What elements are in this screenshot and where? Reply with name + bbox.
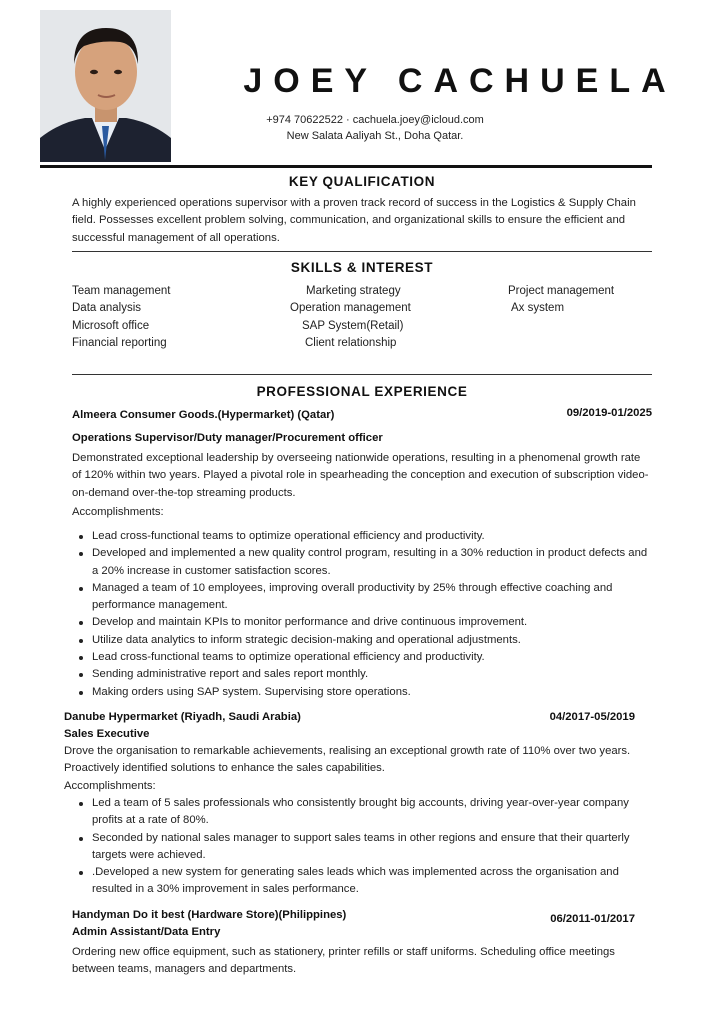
list-item: Lead cross-functional teams to optimize operational efficiency and productivity. xyxy=(72,528,656,545)
skill-item: Microsoft office xyxy=(72,319,150,332)
job-title: Operations Supervisor/Duty manager/Procurement officer xyxy=(72,432,383,444)
section-divider xyxy=(72,251,652,252)
list-item: Sending administrative report and sales report monthly. xyxy=(72,666,656,683)
list-item: Led a team of 5 sales professionals who consistently brought big accounts, driving year-over-year company profits at a rate of 80%. xyxy=(72,795,652,830)
candidate-name: JOEY CACHUELA xyxy=(243,62,677,100)
experience-heading: PROFESSIONAL EXPERIENCE xyxy=(256,384,468,399)
job-dates: 06/2011-01/2017 xyxy=(550,913,635,925)
skill-item: Data analysis xyxy=(72,302,142,315)
skill-item: SAP System(Retail) xyxy=(302,319,404,332)
skill-item: Client relationship xyxy=(305,336,397,349)
accomplishments-list xyxy=(72,795,652,899)
list-item: .Developed a new system for generating sales leads which was implemented across the organisation and resulted in a 30% improvement in sales performance. xyxy=(72,864,652,899)
key-qualification-heading: KEY QUALIFICATION xyxy=(288,174,436,189)
job-title: Admin Assistant/Data Entry xyxy=(72,926,221,938)
skill-item: Ax system xyxy=(511,302,565,315)
skill-item: Financial reporting xyxy=(72,336,167,349)
list-item: Making orders using SAP system. Supervising store operations. xyxy=(72,684,656,701)
accomplishments-label: Accomplishments: xyxy=(72,506,164,518)
job-company: Danube Hypermarket (Riyadh, Saudi Arabia) xyxy=(64,711,301,723)
list-item: Develop and maintain KPIs to monitor performance and drive continuous improvement. xyxy=(72,614,656,631)
job-dates: 04/2017-05/2019 xyxy=(549,711,635,723)
job-description: Demonstrated exceptional leadership by overseeing nationwide operations, resulting in a phenomenal growth rate of 120% within two years. Played a pivotal role in spearheading the conception and execution of subscription video-on-demand over-the-top streaming products. xyxy=(72,452,649,499)
header-divider xyxy=(40,165,652,168)
list-item: Lead cross-functional teams to optimize operational efficiency and productivity. xyxy=(72,649,656,666)
accomplishments-label: Accomplishments: xyxy=(64,780,156,792)
skills-grid xyxy=(72,283,652,352)
profile-photo xyxy=(40,10,171,162)
job-dates: 09/2019-01/2025 xyxy=(566,407,652,419)
skill-item: Operation management xyxy=(290,302,411,315)
job-title: Sales Executive xyxy=(64,728,150,740)
list-item: Managed a team of 10 employees, improving overall productivity by 25% through effective coaching and performance management. xyxy=(72,580,656,615)
contact-line: +974 70622522 · cachuela.joey@icloud.com xyxy=(266,114,484,126)
skill-item: Marketing strategy xyxy=(306,285,401,297)
skill-item: Team management xyxy=(72,285,171,297)
skill-item: Project management xyxy=(508,285,615,297)
accomplishments-list xyxy=(72,528,656,701)
job-description: Ordering new office equipment, such as stationery, printer refills or staff uniforms. Scheduling office meetings between teams, managers and departments. xyxy=(72,946,615,976)
section-divider xyxy=(72,374,652,375)
job-company: Handyman Do it best (Hardware Store)(Philippines) xyxy=(72,909,347,921)
skills-heading: SKILLS & INTEREST xyxy=(290,260,434,275)
key-qualification-text: A highly experienced operations supervisor with a proven track record of success in the Logistics & Supply Chain field. Possesses excellent problem solving, communication, and organizational skills to ensure the efficient and successful management of all operations. xyxy=(72,197,636,244)
address-line: New Salata Aaliyah St., Doha Qatar. xyxy=(286,130,464,142)
list-item: Developed and implemented a new quality control program, resulting in a 30% reduction in product defects and a 20% increase in customer satisfaction scores. xyxy=(72,545,656,580)
list-item: Seconded by national sales manager to support sales teams in other regions and ensure that their quarterly targets were achieved. xyxy=(72,830,652,865)
job-company: Almeera Consumer Goods.(Hypermarket) (Qatar) xyxy=(72,409,335,421)
list-item: Utilize data analytics to inform strategic decision-making and operational adjustments. xyxy=(72,632,656,649)
job-description: Drove the organisation to remarkable achievements, realising an exceptional growth rate of 110% over two years. Proactively identified solutions to enhance the sales capabilities. xyxy=(64,745,631,775)
